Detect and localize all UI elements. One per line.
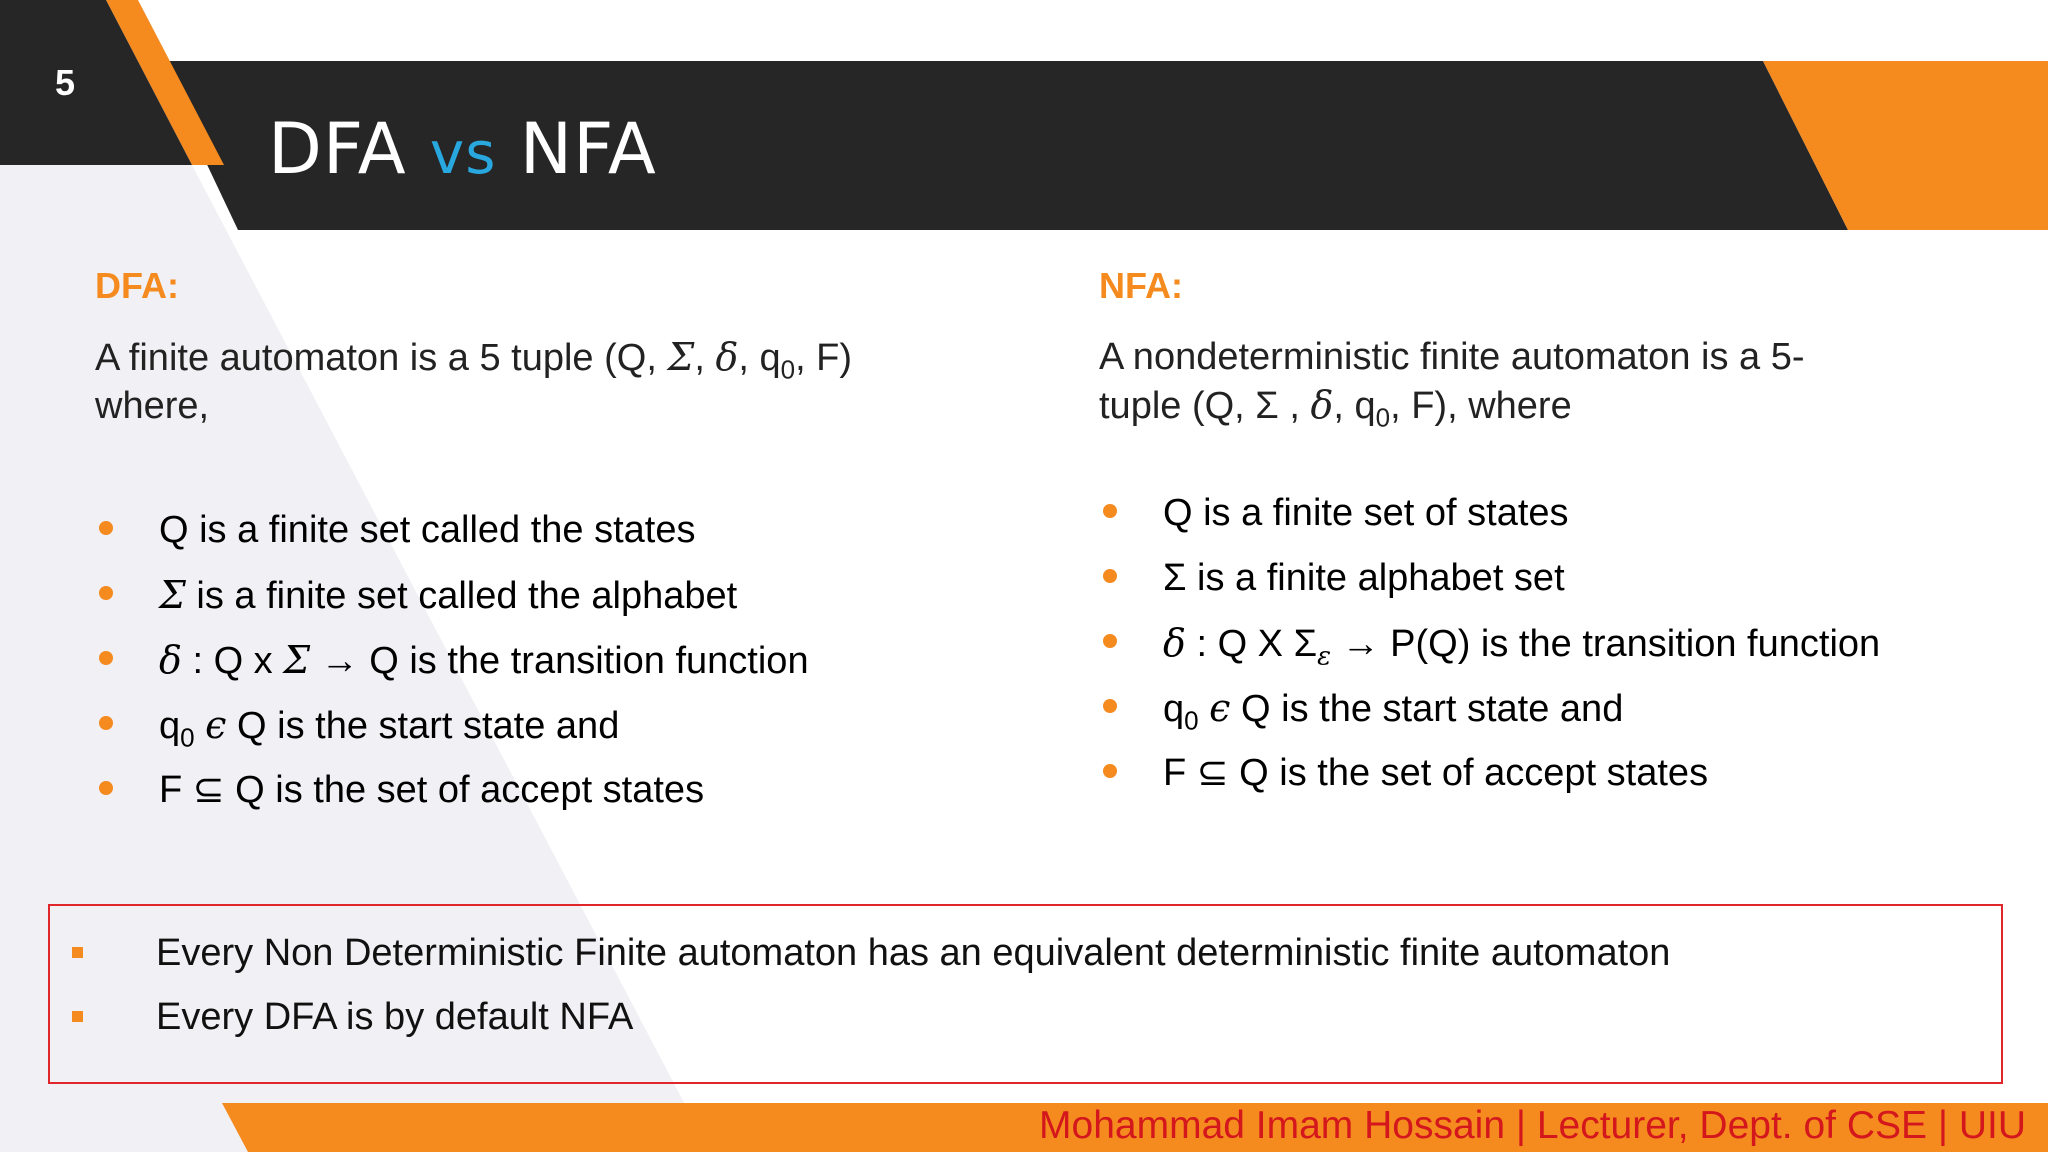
square-bullet-icon bbox=[72, 947, 83, 958]
list-item: δ : Q x Σ → Q is the transition function bbox=[95, 635, 809, 700]
slide-number: 5 bbox=[55, 62, 76, 103]
list-item: $q_0$ ϵ Q is the start state and bbox=[95, 700, 809, 765]
list-item: Q is a finite set called the states bbox=[95, 505, 809, 570]
title-dfa: DFA bbox=[268, 108, 407, 190]
list-item: F ⊆ Q is the set of accept states bbox=[1099, 748, 1880, 813]
page-title bbox=[268, 108, 657, 190]
nfa-bullet-list bbox=[1099, 488, 1880, 813]
nfa-column bbox=[1099, 265, 1999, 433]
note-list bbox=[72, 928, 1670, 1056]
nfa-intro: A nondeterministic finite automaton is a 5- tuple (Q, Σ , δ, $q_0$, F), where bbox=[1099, 336, 1805, 433]
note-box bbox=[48, 904, 2003, 1084]
list-item: Q is a finite set of states bbox=[1099, 488, 1880, 553]
square-bullet-icon bbox=[72, 1011, 83, 1022]
dfa-column bbox=[95, 265, 995, 430]
dfa-intro: A finite automaton is a 5 tuple (Q, Σ, δ, $q_0$, F) where, bbox=[95, 335, 853, 427]
dfa-heading: DFA: bbox=[95, 265, 179, 306]
list-item: $q_0$ ϵ Q is the start state and bbox=[1099, 683, 1880, 748]
list-item: δ : Q X $\Sigma_\varepsilon \to P(Q)$ is the transition function bbox=[1099, 618, 1880, 683]
note-item: Every Non Deterministic Finite automaton has an equivalent deterministic finite automaton bbox=[72, 928, 1670, 992]
footer-credit: Mohammad Imam Hossain | Lecturer, Dept. of CSE | UIU bbox=[1039, 1104, 2026, 1147]
title-vs: vs bbox=[429, 119, 497, 187]
dfa-bullet-list bbox=[95, 505, 809, 830]
list-item: Σ is a finite set called the alphabet bbox=[95, 570, 809, 635]
list-item: F ⊆ Q is the set of accept states bbox=[95, 765, 809, 830]
title-nfa: NFA bbox=[519, 108, 657, 190]
list-item: Σ is a finite alphabet set bbox=[1099, 553, 1880, 618]
nfa-heading: NFA: bbox=[1099, 265, 1183, 306]
note-item: Every DFA is by default NFA bbox=[72, 992, 1670, 1056]
